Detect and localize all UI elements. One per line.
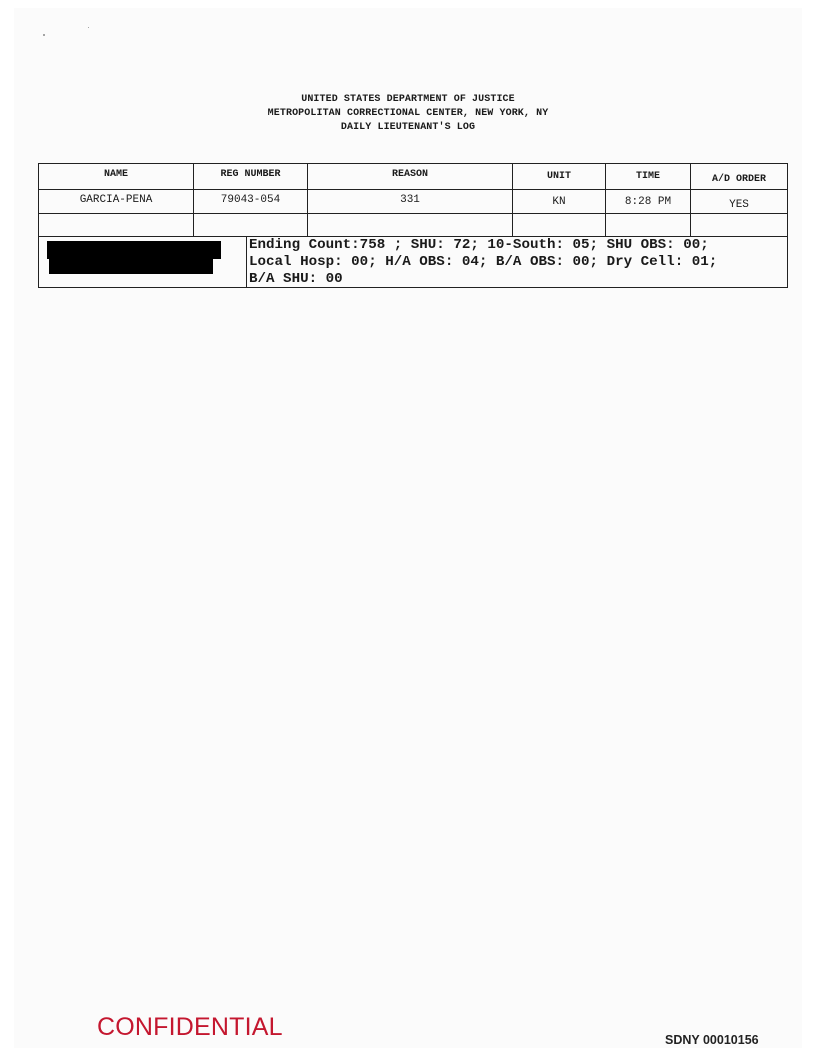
cell-empty	[691, 214, 787, 236]
document-header	[0, 93, 816, 135]
table-header-row	[39, 164, 787, 190]
cell-time: 8:28 PM	[606, 190, 691, 213]
column-header-time: TIME	[606, 164, 691, 189]
column-header-name: NAME	[39, 164, 194, 189]
column-header-ad-order: A/D ORDER	[711, 174, 766, 185]
cell-empty	[39, 214, 194, 236]
redacted-signature-cell	[39, 237, 247, 287]
lieutenant-log-table	[38, 163, 788, 288]
table-row	[39, 190, 787, 214]
scan-speck	[43, 34, 45, 36]
cell-ad-order: YES	[729, 198, 749, 211]
cell-empty	[513, 214, 606, 236]
count-summary	[249, 237, 783, 287]
cell-reg-number: 79043-054	[194, 190, 308, 213]
cell-unit: KN	[513, 190, 606, 213]
column-header-unit: UNIT	[513, 164, 606, 189]
header-log-title: DAILY LIEUTENANT'S LOG	[340, 122, 476, 133]
column-header-reason: REASON	[308, 164, 513, 189]
table-row-empty	[39, 214, 787, 237]
cell-reason: 331	[308, 190, 513, 213]
scan-speck	[88, 27, 89, 28]
cell-empty	[308, 214, 513, 236]
count-summary-line: Ending Count:758 ; SHU: 72; 10-South: 05; SHU OBS: 00;	[249, 237, 709, 253]
cell-empty	[194, 214, 308, 236]
confidential-stamp: CONFIDENTIAL	[97, 1013, 283, 1041]
bates-number: SDNY 00010156	[665, 1033, 759, 1047]
redaction-block	[49, 256, 213, 274]
cell-name: GARCIA-PENA	[39, 190, 194, 213]
count-summary-line: Local Hosp: 00; H/A OBS: 04; B/A OBS: 00; Dry Cell: 01;	[249, 254, 718, 270]
header-facility: METROPOLITAN CORRECTIONAL CENTER, NEW YORK, NY	[267, 108, 549, 119]
header-agency: UNITED STATES DEPARTMENT OF JUSTICE	[301, 94, 515, 105]
column-header-reg-number: REG NUMBER	[194, 164, 308, 189]
count-summary-line: B/A SHU: 00	[249, 271, 343, 287]
cell-empty	[606, 214, 691, 236]
